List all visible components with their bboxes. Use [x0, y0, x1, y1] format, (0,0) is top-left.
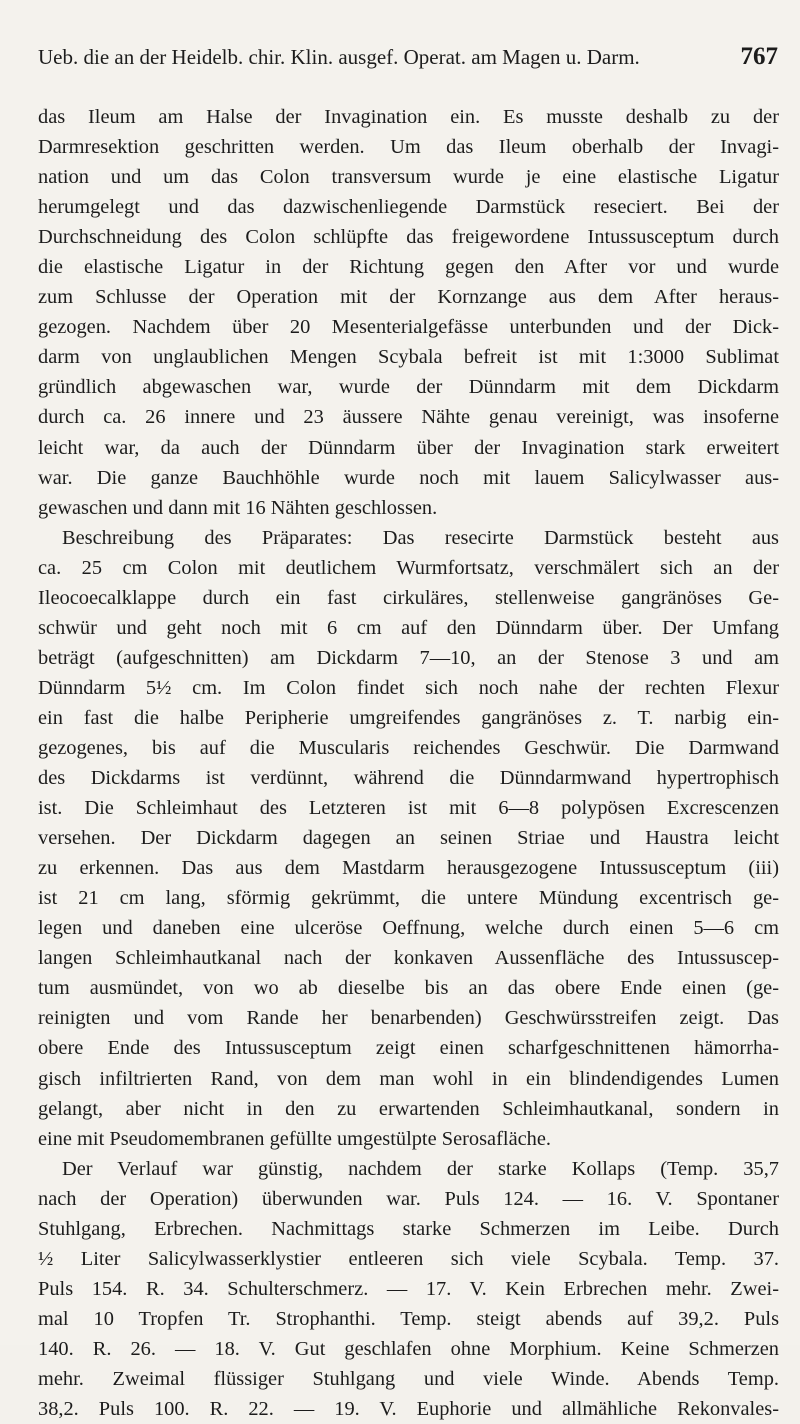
text-line: die elastische Ligatur in der Richtung gegen den After vor und wurde [38, 256, 779, 279]
text-line: langen Schleimhautkanal nach der konkaven Aussenfläche des Intussuscep- [38, 947, 779, 970]
text-line: gezogenes, bis auf die Muscularis reichendes Geschwür. Die Darmwand [38, 736, 779, 759]
text-line: obere Ende des Intussusceptum zeigt einen scharfgeschnittenen hämorrha- [38, 1037, 779, 1060]
text-line: versehen. Der Dickdarm dagegen an seinen Striae und Haustra leicht [38, 827, 779, 850]
text-line: ist 21 cm lang, sförmig gekrümmt, die untere Mündung excentrisch ge- [38, 887, 779, 910]
text-line: ein fast die halbe Peripherie umgreifendes gangränöses z. T. narbig ein- [38, 706, 779, 729]
text-line: Stuhlgang, Erbrechen. Nachmittags starke Schmerzen im Leibe. Durch [38, 1217, 779, 1240]
text-line: war. Die ganze Bauchhöhle wurde noch mit lauem Salicylwasser aus- [38, 466, 779, 489]
text-line: mal 10 Tropfen Tr. Strophanthi. Temp. steigt abends auf 39,2. Puls [38, 1307, 779, 1330]
text-line: des Dickdarms ist verdünnt, während die Dünndarmwand hypertrophisch [38, 767, 779, 790]
text-line: gründlich abgewaschen war, wurde der Dünndarm mit dem Dickdarm [38, 376, 779, 399]
text-line: gezogen. Nachdem über 20 Mesenterialgefässe unterbunden und der Dick- [38, 316, 779, 339]
text-line: zum Schlusse der Operation mit der Kornzange aus dem After heraus- [38, 286, 779, 309]
text-line: beträgt (aufgeschnitten) am Dickdarm 7—10, an der Stenose 3 und am [38, 646, 779, 669]
text-line: 140. R. 26. — 18. V. Gut geschlafen ohne Morphium. Keine Schmerzen [38, 1337, 779, 1360]
text-line: Beschreibung des Präparates: Das resecirte Darmstück besteht aus [62, 526, 779, 549]
running-head [38, 40, 778, 74]
text-line: darm von unglaublichen Mengen Scybala befreit ist mit 1:3000 Sublimat [38, 346, 779, 369]
text-line: Der Verlauf war günstig, nachdem der starke Kollaps (Temp. 35,7 [62, 1157, 779, 1180]
text-line: eine mit Pseudomembranen gefüllte umgestülpte Serosafläche. [38, 1127, 552, 1150]
text-line: Darmresektion geschritten werden. Um das Ileum oberhalb der Invagi- [38, 136, 779, 159]
text-line: gelangt, aber nicht in den zu erwartenden Schleimhautkanal, sondern in [38, 1097, 779, 1120]
text-line: durch ca. 26 innere und 23 äussere Nähte genau vereinigt, was insoferne [38, 406, 779, 429]
text-line: Puls 154. R. 34. Schulterschmerz. — 17. V. Kein Erbrechen mehr. Zwei- [38, 1277, 779, 1300]
page-number: 767 [740, 43, 778, 70]
text-line: Ileocoecalklappe durch ein fast cirkuläres, stellenweise gangränöses Ge- [38, 586, 779, 609]
text-line: nach der Operation) überwunden war. Puls 124. — 16. V. Spontaner [38, 1187, 779, 1210]
text-line: 38,2. Puls 100. R. 22. — 19. V. Euphorie und allmähliche Rekonvales- [38, 1398, 779, 1421]
text-line: reinigten und vom Rande her benarbenden) Geschwürsstreifen zeigt. Das [38, 1007, 779, 1030]
running-title: Ueb. die an der Heidelb. chir. Klin. ausgef. Operat. am Magen u. Darm. [38, 45, 640, 69]
text-line: herumgelegt und das dazwischenliegende Darmstück reseciert. Bei der [38, 196, 779, 219]
text-line: legen und daneben eine ulceröse Oeffnung, welche durch einen 5—6 cm [38, 917, 779, 940]
text-line: das Ileum am Halse der Invagination ein. Es musste deshalb zu der [38, 106, 779, 128]
text-line: Dünndarm 5½ cm. Im Colon findet sich noch nahe der rechten Flexur [38, 676, 779, 699]
text-line: ist. Die Schleimhaut des Letzteren ist mit 6—8 polypösen Excrescenzen [38, 797, 779, 820]
text-line: leicht war, da auch der Dünndarm über der Invagination stark erweitert [38, 436, 779, 459]
text-line: tum ausmündet, von wo ab dieselbe bis an das obere Ende einen (ge- [38, 977, 779, 1000]
text-line: zu erkennen. Das aus dem Mastdarm herausgezogene Intussusceptum (iii) [38, 857, 779, 880]
text-line: mehr. Zweimal flüssiger Stuhlgang und viele Winde. Abends Temp. [38, 1367, 779, 1390]
text-line: ½ Liter Salicylwasserklystier entleeren sich viele Scybala. Temp. 37. [38, 1247, 779, 1270]
body-text [38, 102, 779, 1424]
text-line: gisch infiltrierten Rand, von dem man wohl in ein blindendigendes Lumen [38, 1067, 779, 1090]
text-line: nation und um das Colon transversum wurde je eine elastische Ligatur [38, 166, 779, 189]
text-line: schwür und geht noch mit 6 cm auf den Dünndarm über. Der Umfang [38, 616, 779, 639]
text-line: Durchschneidung des Colon schlüpfte das freigewordene Intussusceptum durch [38, 226, 779, 249]
text-line: ca. 25 cm Colon mit deutlichem Wurmfortsatz, verschmälert sich an der [38, 556, 779, 579]
text-line: gewaschen und dann mit 16 Nähten geschlossen. [38, 496, 438, 519]
